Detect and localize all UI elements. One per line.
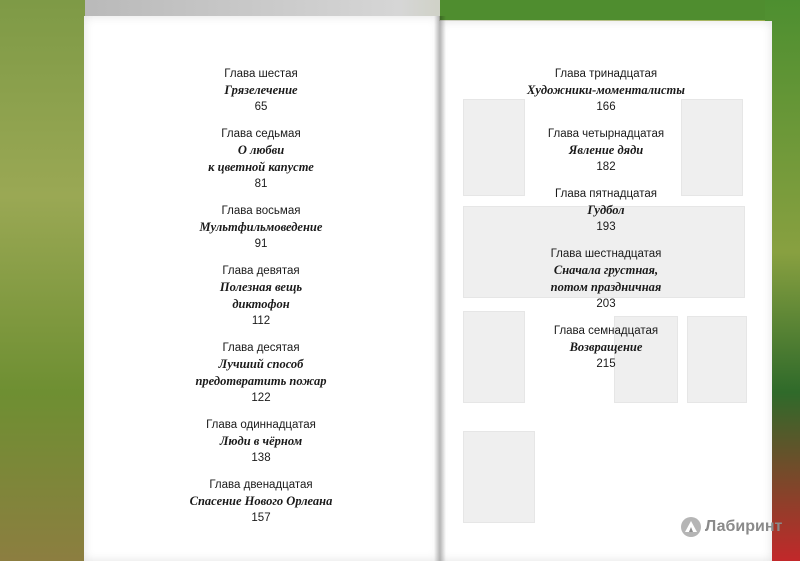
chapter-label: Глава десятая <box>222 342 300 354</box>
chapter-label: Глава пятнадцатая <box>555 188 657 200</box>
book-cover-top <box>440 0 800 20</box>
chapter-label: Глава двенадцатая <box>209 479 313 491</box>
page-number: 193 <box>596 221 616 233</box>
toc-entry <box>141 66 381 115</box>
chapter-title: Сначала грустная, <box>553 263 659 277</box>
toc-entry <box>141 340 381 406</box>
page-number: 138 <box>251 452 271 464</box>
page-number: 157 <box>251 512 271 524</box>
page-number: 65 <box>254 101 268 113</box>
toc-entry <box>486 246 726 312</box>
toc-entry <box>141 203 381 252</box>
toc-right <box>486 66 726 383</box>
chapter-title: Возвращение <box>569 340 643 354</box>
page-number: 112 <box>251 315 271 327</box>
page-number: 122 <box>251 392 271 404</box>
page-number: 203 <box>596 298 616 310</box>
chapter-title: потом праздничная <box>550 280 662 294</box>
book-cover-left <box>0 0 85 561</box>
book-gutter <box>434 16 446 561</box>
toc-entry <box>486 323 726 372</box>
toc-entry <box>141 417 381 466</box>
chapter-label: Глава восьмая <box>221 205 301 217</box>
page-number: 182 <box>596 161 616 173</box>
chapter-title: Лучший способ <box>218 357 304 371</box>
chapter-label: Глава шестнадцатая <box>550 248 662 260</box>
toc-left <box>141 66 381 537</box>
chapter-title: Полезная вещь <box>219 280 303 294</box>
chapter-title: Грязелечение <box>224 83 298 97</box>
chapter-label: Глава седьмая <box>221 128 301 140</box>
chapter-title: О любви <box>237 143 285 157</box>
page-number: 91 <box>254 238 268 250</box>
watermark-text: Лабиринт <box>705 518 783 535</box>
chapter-label: Глава одиннадцатая <box>206 419 316 431</box>
page-number: 81 <box>254 178 268 190</box>
watermark-logo <box>680 516 782 538</box>
page-number: 166 <box>596 101 616 113</box>
chapter-title: Художники-моменталисты <box>527 83 685 97</box>
labyrinth-logo-icon <box>680 516 702 538</box>
chapter-title: Спасение Нового Орлеана <box>189 494 333 508</box>
chapter-title: предотвратить пожар <box>195 374 327 388</box>
toc-entry <box>141 477 381 526</box>
chapter-title: Гудбол <box>587 203 625 217</box>
chapter-title: Явление дяди <box>568 143 644 157</box>
chapter-label: Глава тринадцатая <box>554 68 658 80</box>
toc-entry <box>486 66 726 115</box>
chapter-label: Глава семнадцатая <box>553 325 659 337</box>
chapter-label: Глава шестая <box>224 68 298 80</box>
chapter-title: Люди в чёрном <box>219 434 303 448</box>
chapter-title: диктофон <box>232 297 290 311</box>
bleed-through-image <box>463 431 535 523</box>
chapter-label: Глава девятая <box>222 265 300 277</box>
toc-entry <box>141 263 381 329</box>
page-number: 215 <box>596 358 616 370</box>
chapter-title: к цветной капусте <box>208 160 314 174</box>
chapter-title: Мультфильмоведение <box>199 220 323 234</box>
toc-entry <box>486 186 726 235</box>
chapter-label: Глава четырнадцатая <box>547 128 665 140</box>
toc-entry <box>486 126 726 175</box>
toc-entry <box>141 126 381 192</box>
